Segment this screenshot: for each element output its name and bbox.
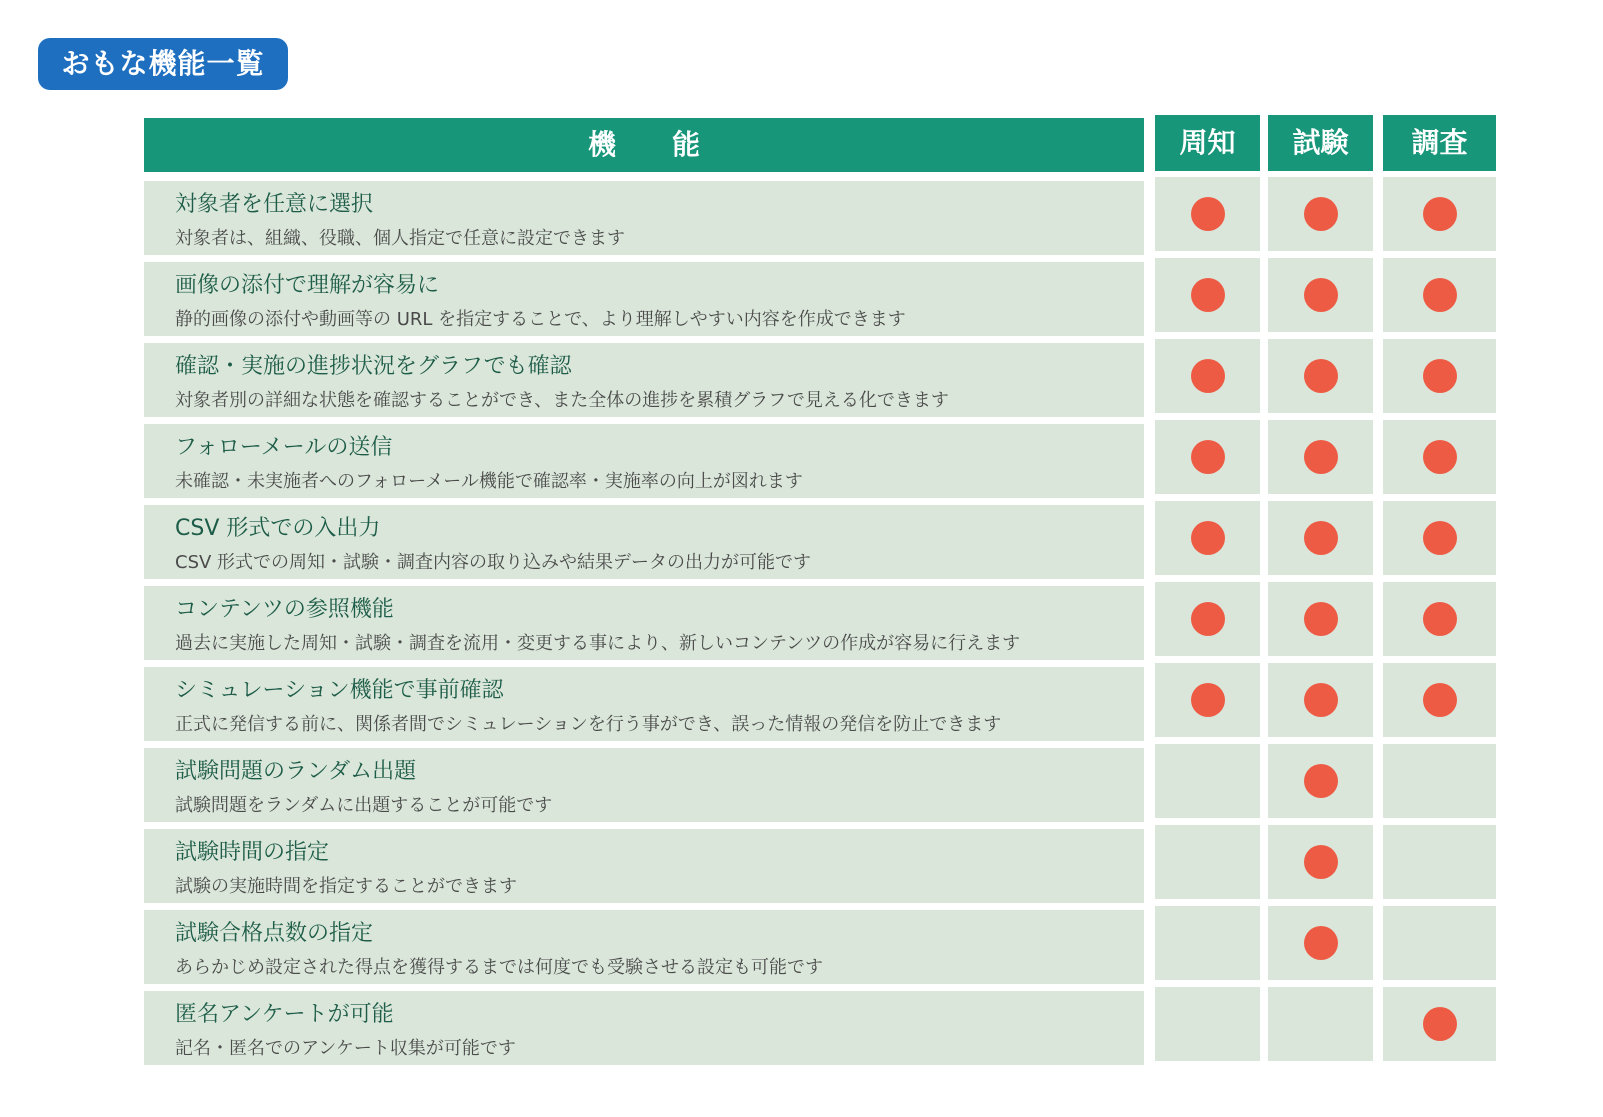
mark-cell-exam [1268, 258, 1373, 332]
available-mark-icon [1191, 521, 1225, 555]
available-mark-icon [1304, 359, 1338, 393]
available-mark-icon [1304, 521, 1338, 555]
available-mark-icon [1423, 278, 1457, 312]
feature-title: シミュレーション機能で事前確認 [175, 678, 504, 703]
feature-cell [144, 667, 1144, 741]
mark-cell-notice [1155, 825, 1260, 899]
mark-cell-survey [1383, 177, 1496, 251]
available-mark-icon [1191, 683, 1225, 717]
table-row [0, 586, 1603, 660]
feature-description: 試験の実施時間を指定することができます [175, 876, 517, 897]
page-title: おもな機能一覧 [38, 38, 288, 90]
available-mark-icon [1423, 683, 1457, 717]
column-header-exam: 試験 [1268, 115, 1373, 171]
table-row [0, 343, 1603, 417]
available-mark-icon [1304, 926, 1338, 960]
mark-cell-notice [1155, 582, 1260, 656]
mark-cell-survey [1383, 663, 1496, 737]
available-mark-icon [1423, 602, 1457, 636]
feature-description: 過去に実施した周知・試験・調査を流用・変更する事により、新しいコンテンツの作成が容易に行えます [175, 633, 1021, 654]
feature-description: 正式に発信する前に、関係者間でシミュレーションを行う事ができ、誤った情報の発信を防止できます [175, 714, 1002, 735]
available-mark-icon [1191, 359, 1225, 393]
mark-cell-exam [1268, 501, 1373, 575]
feature-header-char-1: 機 [587, 128, 616, 161]
feature-title: 匿名アンケートが可能 [175, 1002, 394, 1027]
available-mark-icon [1423, 359, 1457, 393]
feature-description: CSV 形式での周知・試験・調査内容の取り込みや結果データの出力が可能です [175, 552, 812, 573]
available-mark-icon [1304, 845, 1338, 879]
mark-cell-notice [1155, 177, 1260, 251]
available-mark-icon [1423, 1007, 1457, 1041]
mark-cell-exam [1268, 339, 1373, 413]
feature-title: 確認・実施の進捗状況をグラフでも確認 [175, 354, 572, 379]
mark-cell-notice [1155, 987, 1260, 1061]
feature-cell [144, 181, 1144, 255]
feature-cell [144, 991, 1144, 1065]
mark-cell-exam [1268, 825, 1373, 899]
column-header-notice: 周知 [1155, 115, 1260, 171]
mark-cell-exam [1268, 987, 1373, 1061]
feature-title: コンテンツの参照機能 [175, 597, 394, 622]
available-mark-icon [1191, 197, 1225, 231]
mark-cell-notice [1155, 501, 1260, 575]
table-row [0, 505, 1603, 579]
mark-cell-survey [1383, 258, 1496, 332]
mark-cell-survey [1383, 987, 1496, 1061]
mark-cell-survey [1383, 339, 1496, 413]
table-row [0, 829, 1603, 903]
feature-description: 記名・匿名でのアンケート収集が可能です [175, 1038, 516, 1059]
feature-title: 試験問題のランダム出題 [175, 759, 417, 784]
feature-title: フォローメールの送信 [175, 435, 393, 460]
mark-cell-notice [1155, 420, 1260, 494]
table-row [0, 424, 1603, 498]
available-mark-icon [1304, 683, 1338, 717]
table-row [0, 748, 1603, 822]
feature-cell [144, 748, 1144, 822]
feature-title: 試験合格点数の指定 [175, 921, 374, 946]
table-row [0, 262, 1603, 336]
available-mark-icon [1423, 197, 1457, 231]
feature-description: 未確認・未実施者へのフォローメール機能で確認率・実施率の向上が図れます [175, 471, 803, 492]
mark-cell-notice [1155, 906, 1260, 980]
mark-cell-exam [1268, 177, 1373, 251]
feature-title: 試験時間の指定 [175, 840, 330, 865]
available-mark-icon [1304, 764, 1338, 798]
available-mark-icon [1304, 197, 1338, 231]
mark-cell-exam [1268, 582, 1373, 656]
feature-cell [144, 586, 1144, 660]
column-header-survey: 調査 [1383, 115, 1496, 171]
mark-cell-exam [1268, 906, 1373, 980]
feature-description: 試験問題をランダムに出題することが可能です [175, 795, 553, 816]
feature-title: 対象者を任意に選択 [175, 192, 374, 217]
feature-column-header [144, 118, 1144, 172]
feature-cell [144, 505, 1144, 579]
available-mark-icon [1423, 440, 1457, 474]
table-row [0, 667, 1603, 741]
table-row [0, 181, 1603, 255]
feature-cell [144, 343, 1144, 417]
available-mark-icon [1191, 602, 1225, 636]
feature-description: あらかじめ設定された得点を獲得するまでは何度でも受験させる設定も可能です [175, 957, 823, 978]
table-row [0, 991, 1603, 1065]
feature-header-char-2: 能 [672, 128, 701, 161]
mark-cell-notice [1155, 339, 1260, 413]
mark-cell-survey [1383, 501, 1496, 575]
feature-description: 対象者別の詳細な状態を確認することができ、また全体の進捗を累積グラフで見える化できます [175, 390, 949, 411]
feature-cell [144, 262, 1144, 336]
mark-cell-survey [1383, 744, 1496, 818]
available-mark-icon [1304, 602, 1338, 636]
feature-title: CSV 形式での入出力 [175, 516, 381, 541]
mark-cell-exam [1268, 744, 1373, 818]
available-mark-icon [1423, 521, 1457, 555]
mark-cell-notice [1155, 258, 1260, 332]
feature-title: 画像の添付で理解が容易に [175, 273, 440, 298]
mark-cell-survey [1383, 582, 1496, 656]
mark-cell-survey [1383, 906, 1496, 980]
available-mark-icon [1304, 278, 1338, 312]
mark-cell-exam [1268, 420, 1373, 494]
table-row [0, 910, 1603, 984]
available-mark-icon [1191, 440, 1225, 474]
available-mark-icon [1304, 440, 1338, 474]
mark-cell-exam [1268, 663, 1373, 737]
mark-cell-survey [1383, 420, 1496, 494]
mark-cell-notice [1155, 744, 1260, 818]
feature-description: 静的画像の添付や動画等の URL を指定することで、より理解しやすい内容を作成できます [175, 309, 906, 330]
available-mark-icon [1191, 278, 1225, 312]
mark-cell-notice [1155, 663, 1260, 737]
feature-description: 対象者は、組織、役職、個人指定で任意に設定できます [175, 228, 625, 249]
feature-cell [144, 424, 1144, 498]
feature-cell [144, 829, 1144, 903]
feature-cell [144, 910, 1144, 984]
mark-cell-survey [1383, 825, 1496, 899]
